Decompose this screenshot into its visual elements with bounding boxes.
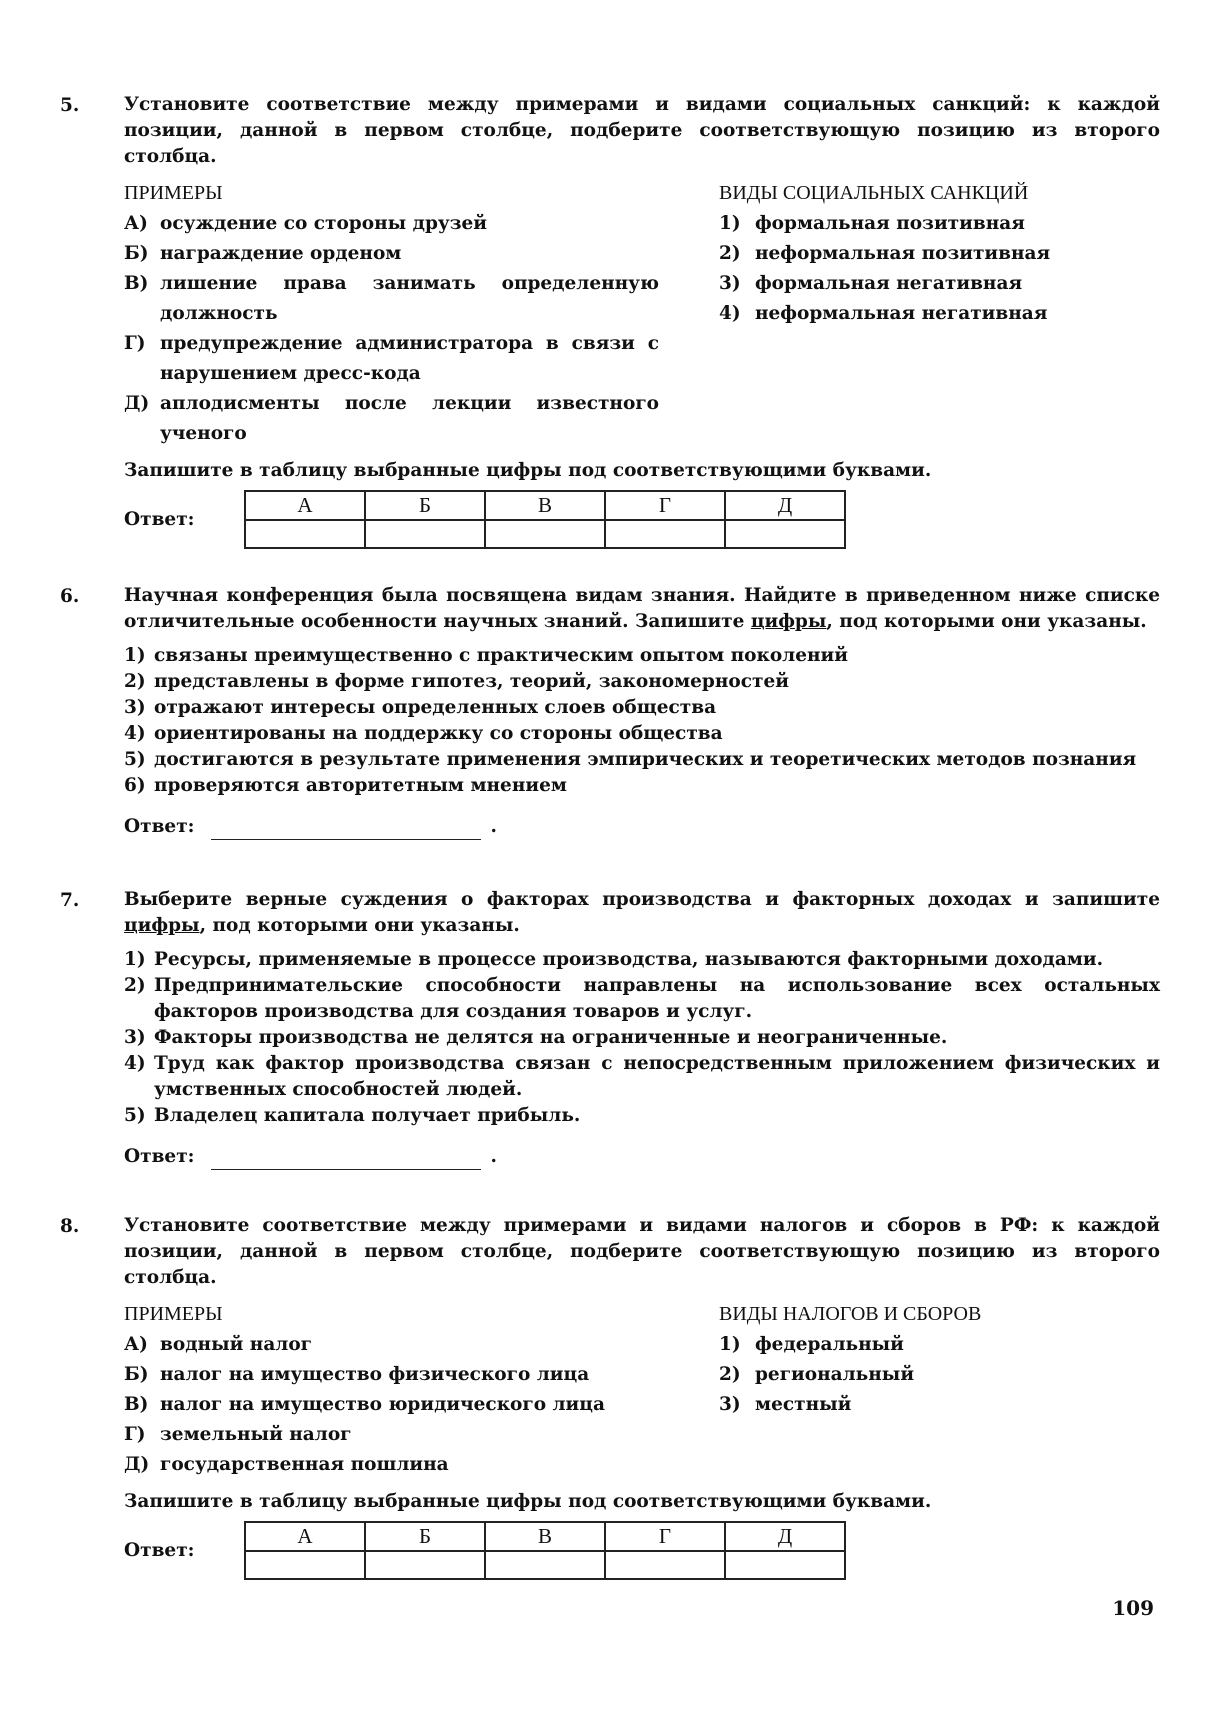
list-item: Д) государственная пошлина — [124, 1454, 449, 1475]
table-header-cell: А — [245, 491, 365, 520]
instruction: Запишите в таблицу выбранные цифры под соответствующими буквами. — [124, 1491, 932, 1512]
table-header-cell: Б — [365, 1522, 485, 1551]
task-8 — [60, 1213, 1160, 1580]
table-header-cell: Д — [725, 491, 845, 520]
answer-row — [124, 813, 1160, 840]
answer-cell[interactable] — [725, 1551, 845, 1579]
list-item: В) лишение права занимать определенную должность — [124, 273, 659, 324]
list-item: 1) формальная позитивная — [719, 213, 1025, 234]
task-7 — [60, 887, 1160, 1170]
list-item: 1) Ресурсы, применяемые в процессе производства, называются факторными доходами. — [124, 949, 1104, 970]
list-item: 5) достигаются в результате применения эмпирических и теоретических методов познания — [124, 749, 1137, 770]
task-6 — [60, 583, 1160, 840]
list-item: 2) неформальная позитивная — [719, 243, 1051, 264]
list-item: 3) формальная негативная — [719, 273, 1023, 294]
table-header-cell: Г — [605, 1522, 725, 1551]
answer-cell[interactable] — [365, 520, 485, 548]
list-item: 3) местный — [719, 1394, 852, 1415]
list-item: А) водный налог — [124, 1334, 313, 1355]
options-list — [124, 947, 1160, 1129]
sanctions-column — [719, 180, 1139, 449]
page-number: 109 — [1112, 1596, 1154, 1620]
table-header-cell: Д — [725, 1522, 845, 1551]
answer-table — [244, 1521, 846, 1580]
answer-cell[interactable] — [485, 520, 605, 548]
list-item: 5) Владелец капитала получает прибыль. — [124, 1105, 581, 1126]
answer-cell[interactable] — [605, 1551, 725, 1579]
answer-end: . — [490, 1146, 497, 1167]
answer-label: Ответ: — [124, 509, 195, 530]
answer-label: Ответ: — [124, 1540, 195, 1561]
tax-types-column — [719, 1301, 1139, 1480]
answer-blank[interactable] — [211, 1149, 481, 1170]
list-item: 4) неформальная негативная — [719, 303, 1048, 324]
task-stem: Выберите верные суждения о факторах производства и факторных доходах и запишите цифры, под которыми они указаны. — [124, 889, 1160, 936]
list-item: Б) награждение орденом — [124, 243, 402, 264]
answer-label: Ответ: — [124, 816, 195, 837]
list-item: 3) Факторы производства не делятся на ограниченные и неограниченные. — [124, 1027, 948, 1048]
answer-label: Ответ: — [124, 1146, 195, 1167]
answer-cell[interactable] — [245, 520, 365, 548]
answer-cell[interactable] — [725, 520, 845, 548]
instruction: Запишите в таблицу выбранные цифры под соответствующими буквами. — [124, 460, 932, 481]
answer-cell[interactable] — [485, 1551, 605, 1579]
list-item: Д) аплодисменты после лекции известного ученого — [124, 393, 659, 444]
list-item: А) осуждение со стороны друзей — [124, 213, 488, 234]
list-item: 1) федеральный — [719, 1334, 904, 1355]
task-number: 6. — [60, 586, 80, 607]
table-header-cell: В — [485, 1522, 605, 1551]
column-heading: ВИДЫ НАЛОГОВ И СБОРОВ — [719, 1303, 982, 1325]
options-list — [124, 643, 1160, 799]
column-heading: ПРИМЕРЫ — [124, 1303, 223, 1325]
examples-column — [124, 1301, 659, 1480]
list-item: В) налог на имущество юридического лица — [124, 1394, 605, 1415]
answer-cell[interactable] — [245, 1551, 365, 1579]
task-5 — [60, 92, 1160, 549]
answer-row — [124, 1143, 1160, 1170]
answer-cell[interactable] — [605, 520, 725, 548]
task-number: 5. — [60, 95, 80, 116]
list-item: 4) ориентированы на поддержку со стороны общества — [124, 723, 723, 744]
list-item: Г) предупреждение администратора в связи с нарушением дресс-кода — [124, 333, 659, 384]
answer-cell[interactable] — [365, 1551, 485, 1579]
answer-blank[interactable] — [211, 819, 481, 840]
list-item: 6) проверяются авторитетным мнением — [124, 775, 567, 796]
list-item: 2) региональный — [719, 1364, 915, 1385]
task-number: 8. — [60, 1216, 80, 1237]
task-stem: Установите соответствие между примерами и видами налогов и сборов в РФ: к каждой позиции, данной в первом столбце, подберите соответствующую позицию из второго столбца. — [124, 1215, 1160, 1288]
list-item: 3) отражают интересы определенных слоев общества — [124, 697, 717, 718]
answer-end: . — [490, 816, 497, 837]
list-item: 2) Предпринимательские способности направлены на использование всех остальных факторов производства для создания товаров и услуг. — [124, 975, 1160, 1022]
answer-row — [124, 490, 1160, 549]
table-header-cell: Б — [365, 491, 485, 520]
column-heading: ВИДЫ СОЦИАЛЬНЫХ САНКЦИЙ — [719, 182, 1029, 204]
examples-column — [124, 180, 659, 449]
list-item: Б) налог на имущество физического лица — [124, 1364, 590, 1385]
list-item: 1) связаны преимущественно с практическим опытом поколений — [124, 645, 848, 666]
list-item: Г) земельный налог — [124, 1424, 352, 1445]
table-header-cell: Г — [605, 491, 725, 520]
answer-table — [244, 490, 846, 549]
list-item: 2) представлены в форме гипотез, теорий, закономерностей — [124, 671, 789, 692]
list-item: 4) Труд как фактор производства связан с непосредственным приложением физических и умственных способностей людей. — [124, 1053, 1160, 1100]
answer-row — [124, 1521, 1160, 1580]
table-header-cell: В — [485, 491, 605, 520]
table-header-cell: А — [245, 1522, 365, 1551]
task-stem: Научная конференция была посвящена видам знания. Найдите в приведенном ниже списке отличительные особенности научных знаний. Запишите цифры, под которыми они указаны. — [124, 585, 1160, 632]
task-number: 7. — [60, 890, 80, 911]
task-stem: Установите соответствие между примерами и видами социальных санкций: к каждой позиции, данной в первом столбце, подберите соответствующую позицию из второго столбца. — [124, 94, 1160, 167]
column-heading: ПРИМЕРЫ — [124, 182, 223, 204]
